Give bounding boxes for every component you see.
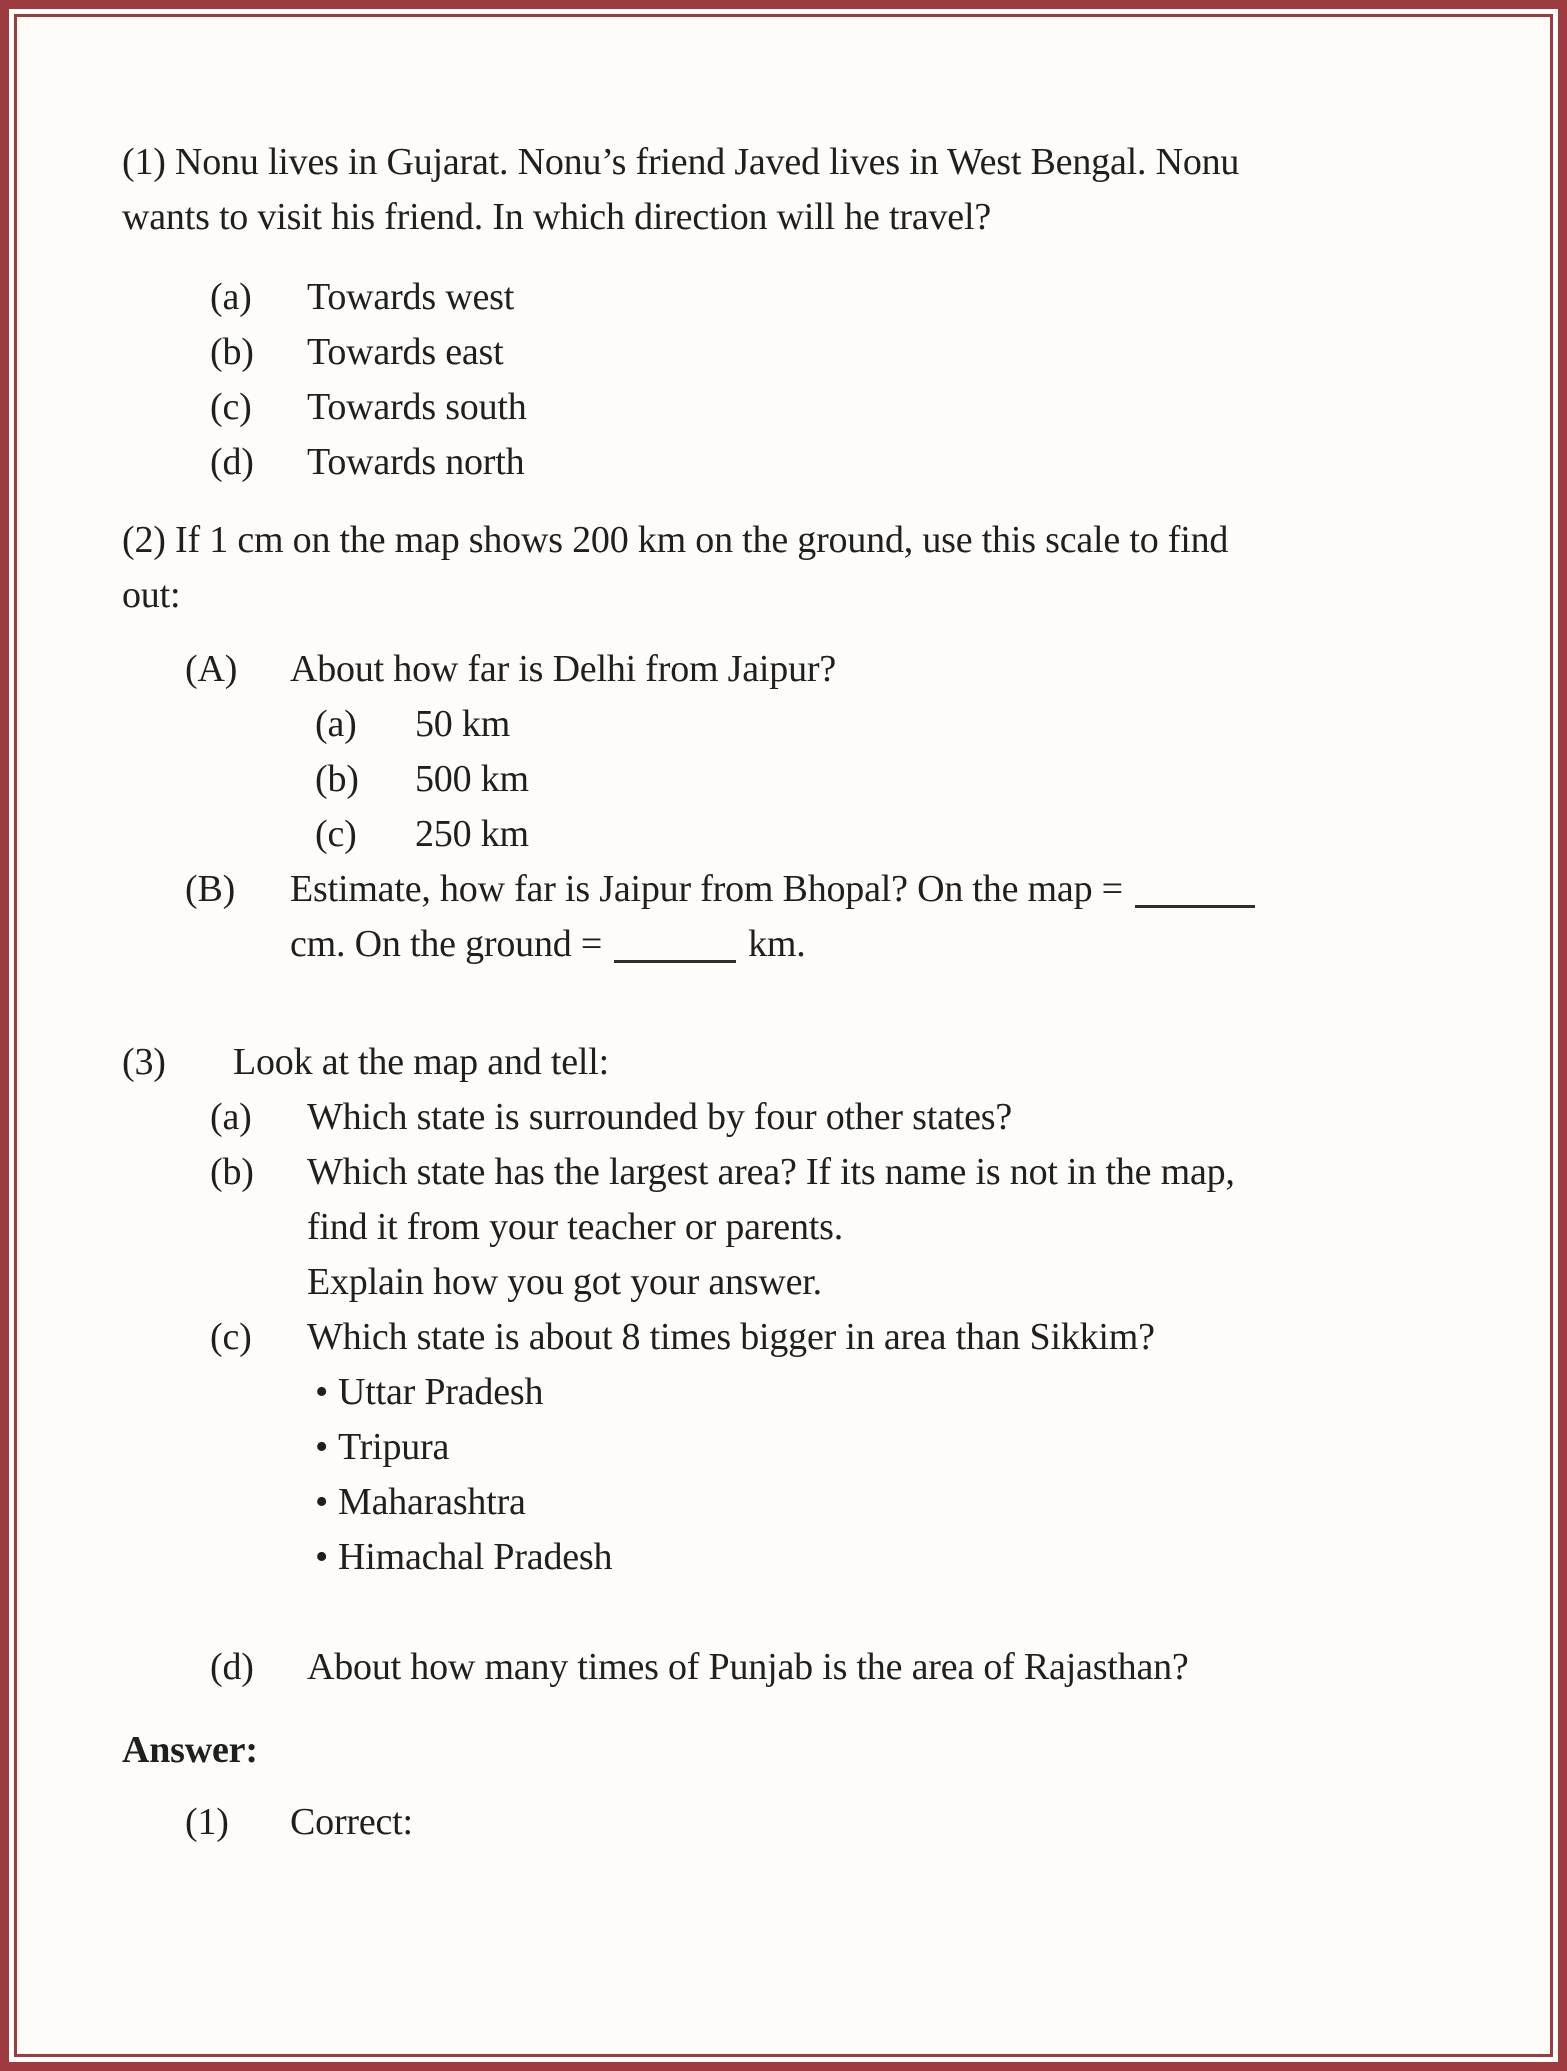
question-1-option-d (122, 435, 1514, 490)
part-B-line-1 (290, 862, 1255, 917)
option-text: Towards south (307, 386, 527, 428)
part-B-text (290, 862, 1255, 972)
option-text: Towards west (307, 276, 515, 318)
question-3-option-c (122, 1310, 1514, 1365)
choice-text: Maharashtra (338, 1481, 526, 1523)
option-text: 250 km (415, 813, 529, 855)
question-3-option-a (122, 1090, 1514, 1145)
choice-text: Uttar Pradesh (338, 1371, 544, 1413)
question-2-part-A (122, 642, 1514, 697)
part-B-line-2-post: km. (748, 923, 806, 965)
worksheet-content (17, 17, 1550, 1850)
question-2A-option-a (122, 697, 1514, 752)
option-text: Which state is surrounded by four other states? (307, 1096, 1013, 1138)
part-label: (A) (185, 648, 238, 690)
answer-item-1 (122, 1795, 1514, 1850)
option-label: (b) (210, 331, 254, 373)
bullet-icon (315, 1365, 338, 1420)
question-3 (122, 1035, 1514, 1695)
choice-text: Himachal Pradesh (338, 1536, 613, 1578)
option-label: (d) (210, 1646, 254, 1688)
bullet-icon (315, 1475, 338, 1530)
choice-tripura (122, 1420, 1514, 1475)
question-1-line-2: wants to visit his friend. In which direction will he travel? (122, 196, 991, 238)
question-1-option-b (122, 325, 1514, 380)
part-label: (B) (185, 868, 236, 910)
choice-uttar-pradesh (122, 1365, 1514, 1420)
question-2A-option-b (122, 752, 1514, 807)
choice-text: Tripura (338, 1426, 450, 1468)
question-1-option-c (122, 380, 1514, 435)
question-1-options (122, 270, 1514, 490)
choice-himachal-pradesh (122, 1530, 1514, 1585)
option-text: Which state is about 8 times bigger in area than Sikkim? (307, 1316, 1155, 1358)
bullet-icon (315, 1530, 338, 1585)
question-2A-option-c (122, 807, 1514, 862)
answer-item-label: (1) (185, 1801, 229, 1843)
option-text: 50 km (415, 703, 511, 745)
question-3c-choices (122, 1365, 1514, 1585)
choice-maharashtra (122, 1475, 1514, 1530)
option-label: (b) (210, 1151, 254, 1193)
option-text: Towards north (307, 441, 525, 483)
option-b-line-2: find it from your teacher or parents. (307, 1206, 844, 1248)
question-2A-options (122, 697, 1514, 862)
option-text: 500 km (415, 758, 529, 800)
blank-line (1135, 905, 1255, 908)
option-text-multiline (307, 1145, 1235, 1310)
question-3-option-b (122, 1145, 1514, 1310)
part-B-line-2 (290, 917, 1255, 972)
option-b-line-3: Explain how you got your answer. (307, 1261, 822, 1303)
question-3-heading (122, 1035, 1514, 1090)
question-2-line-1: (2) If 1 cm on the map shows 200 km on the ground, use this scale to find (122, 519, 1229, 561)
part-text: About how far is Delhi from Jaipur? (290, 648, 836, 690)
option-label: (c) (315, 813, 357, 855)
option-text: Towards east (307, 331, 504, 373)
option-label: (d) (210, 441, 254, 483)
option-label: (a) (315, 703, 357, 745)
question-2-line-2: out: (122, 574, 181, 616)
blank-line (614, 960, 736, 963)
answer-item-text: Correct: (290, 1801, 413, 1843)
inner-frame (14, 14, 1553, 2057)
option-label: (c) (210, 386, 252, 428)
part-B-line-1-text: Estimate, how far is Jaipur from Bhopal? On the map = (290, 868, 1123, 910)
option-b-line-1: Which state has the largest area? If its name is not in the map, (307, 1151, 1235, 1193)
option-text: About how many times of Punjab is the area of Rajasthan? (307, 1646, 1189, 1688)
option-label: (b) (315, 758, 359, 800)
question-1 (122, 135, 1514, 245)
question-2-part-B (122, 862, 1514, 972)
question-label: (3) (122, 1041, 166, 1083)
part-B-line-2-pre: cm. On the ground = (290, 923, 603, 965)
question-1-option-a (122, 270, 1514, 325)
option-label: (a) (210, 276, 252, 318)
question-1-line-1: (1) Nonu lives in Gujarat. Nonu’s friend Javed lives in West Bengal. Nonu (122, 141, 1240, 183)
question-3-option-d (122, 1640, 1514, 1695)
option-label: (c) (210, 1316, 252, 1358)
answer-heading: Answer: (122, 1729, 258, 1771)
question-2 (122, 513, 1514, 623)
question-title: Look at the map and tell: (233, 1041, 609, 1083)
bullet-icon (315, 1420, 338, 1475)
option-label: (a) (210, 1096, 252, 1138)
